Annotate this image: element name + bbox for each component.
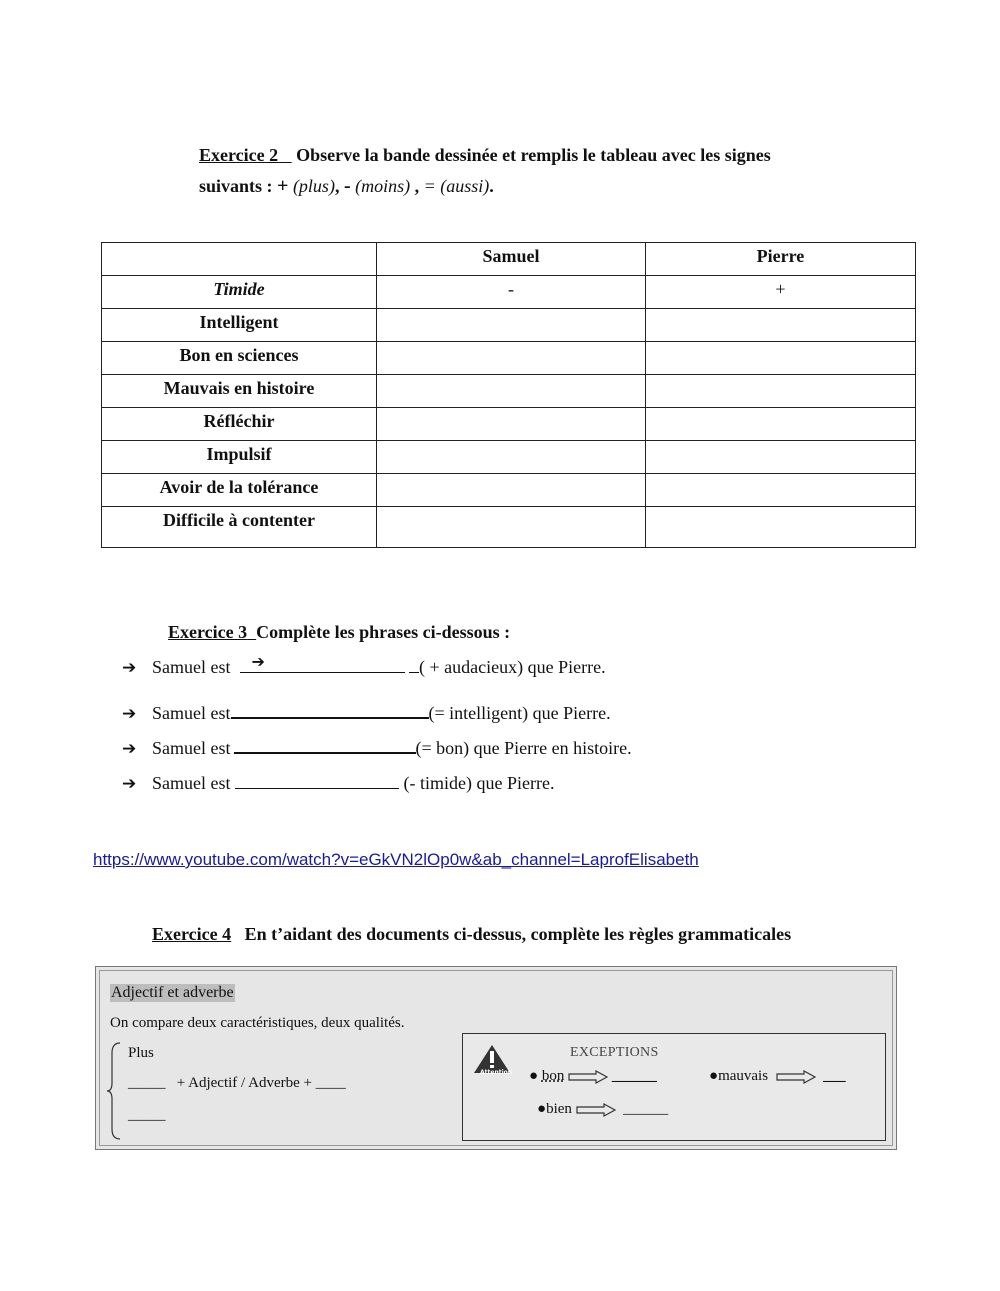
exception-word: bien (546, 1101, 572, 1117)
cell-pierre[interactable] (646, 309, 916, 342)
exceptions-title: EXCEPTIONS (570, 1045, 659, 1060)
hollow-arrow-icon (776, 1070, 816, 1084)
sentence-4 (122, 773, 554, 794)
cell-samuel[interactable] (377, 309, 646, 342)
formula-blank[interactable]: _____ (128, 1075, 166, 1091)
formula-blank-end[interactable]: ____ (315, 1075, 346, 1091)
cell-pierre[interactable] (646, 474, 916, 507)
row-label: Timide (102, 276, 377, 309)
sentence-3 (122, 738, 632, 759)
cell-samuel[interactable] (377, 507, 646, 548)
hollow-arrow-icon (568, 1070, 608, 1084)
cell-pierre[interactable] (646, 408, 916, 441)
curly-brace-icon (106, 1041, 122, 1141)
cursor-arrow-icon: ➔ (251, 652, 265, 671)
arrow-right-icon: ➔ (122, 774, 137, 794)
exercise3-text: Complète les phrases ci-dessous : (256, 622, 511, 642)
exception-blank[interactable]: ______ (611, 1068, 657, 1084)
rule-description: On compare deux caractéristiques, deux qualités. (110, 1015, 405, 1031)
exercise4-text: En t’aidant des documents ci-dessus, complète les règles grammaticales (244, 924, 792, 944)
exercise3-instruction (168, 622, 510, 643)
sentence-start: Samuel est (152, 703, 231, 723)
answer-blank[interactable] (235, 774, 399, 789)
rule-title: Adjectif et adverbe (111, 984, 234, 1001)
cell-samuel[interactable] (377, 441, 646, 474)
table-row (102, 375, 916, 408)
cell-pierre[interactable] (646, 375, 916, 408)
exception-item-bien (537, 1101, 668, 1118)
warning-label: Attention (480, 1069, 513, 1076)
bullet-icon: ● (529, 1068, 539, 1084)
exercise4-label: Exercice 4 (152, 924, 232, 944)
cell-pierre[interactable]: + (646, 276, 916, 309)
sentence-hint: ( + audacieux) que Pierre. (419, 657, 606, 677)
sentence-hint: (= bon) que Pierre en histoire. (415, 738, 632, 758)
cell-pierre[interactable] (646, 441, 916, 474)
exercise2-label: Exercice 2 (199, 145, 279, 165)
warning-sign (473, 1044, 511, 1079)
minus-word: (moins) (355, 176, 411, 196)
answer-blank[interactable] (240, 652, 405, 673)
cell-samuel[interactable] (377, 408, 646, 441)
table-header-pierre: Pierre (646, 243, 916, 276)
cell-pierre[interactable] (646, 507, 916, 548)
cell-samuel[interactable] (377, 474, 646, 507)
cell-samuel[interactable] (377, 375, 646, 408)
sentence-hint: (= intelligent) que Pierre. (428, 703, 611, 723)
row-label: Réfléchir (102, 408, 377, 441)
bullet-icon: ● (709, 1068, 719, 1084)
equal-word: (aussi) (440, 176, 490, 196)
sentence-start: Samuel est (152, 738, 231, 758)
row-label: Intelligent (102, 309, 377, 342)
exception-item-bon (529, 1068, 657, 1085)
plus-word: (plus) (292, 176, 335, 196)
cell-samuel[interactable] (377, 342, 646, 375)
arrow-right-icon: ➔ (122, 658, 137, 678)
table-row (102, 441, 916, 474)
exercise2-line1: Observe la bande dessinée et remplis le tableau avec les signes (296, 145, 771, 165)
table-row (102, 474, 916, 507)
table-header-row (102, 243, 916, 276)
exception-item-mauvais (709, 1068, 846, 1085)
exception-word: mauvais (718, 1068, 769, 1084)
table-row (102, 408, 916, 441)
table-row (102, 342, 916, 375)
hollow-arrow-icon (576, 1103, 616, 1117)
minus-sign: - (343, 175, 351, 197)
exercise3-label: Exercice 3 (168, 622, 248, 642)
answer-blank[interactable] (234, 738, 416, 754)
table-header-empty (102, 243, 377, 276)
sentence-start: Samuel est (152, 657, 231, 677)
sentence-hint: (- timide) que Pierre. (403, 773, 555, 793)
row-label: Bon en sciences (102, 342, 377, 375)
youtube-link[interactable]: https://www.youtube.com/watch?v=eGkVN2lOp0w&ab_channel=LaprofElisabeth (93, 850, 699, 869)
separator: , (334, 176, 340, 196)
row-label: Mauvais en histoire (102, 375, 377, 408)
rule-formula (128, 1075, 346, 1092)
rule-plus: Plus (128, 1045, 154, 1061)
exception-word: bon (541, 1068, 565, 1084)
rule-blank[interactable]: _____ (128, 1107, 166, 1123)
grammar-rule-box (95, 966, 897, 1150)
bullet-icon: ● (537, 1101, 547, 1117)
exceptions-box (462, 1033, 886, 1141)
exercise2-instruction (199, 140, 859, 202)
answer-blank[interactable] (231, 703, 429, 719)
row-label: Impulsif (102, 441, 377, 474)
equal-sign: = (423, 176, 436, 196)
arrow-right-icon: ➔ (122, 704, 137, 724)
exercise4-instruction (152, 924, 791, 945)
arrow-right-icon: ➔ (122, 739, 137, 759)
row-label: Difficile à contenter (102, 507, 377, 548)
comparison-table (101, 242, 916, 548)
sentence-start: Samuel est (152, 773, 231, 793)
sentence-1 (122, 652, 606, 678)
cell-pierre[interactable] (646, 342, 916, 375)
exception-blank[interactable]: ___ (823, 1068, 846, 1084)
table-row (102, 507, 916, 548)
table-row (102, 309, 916, 342)
plus-sign: + (277, 175, 289, 197)
sentence-2 (122, 703, 611, 724)
period: . (489, 176, 494, 196)
cell-samuel[interactable]: - (377, 276, 646, 309)
table-header-samuel: Samuel (377, 243, 646, 276)
row-label: Avoir de la tolérance (102, 474, 377, 507)
exception-blank[interactable]: ______ (623, 1101, 669, 1117)
formula-text: + Adjectif / Adverbe + (176, 1075, 312, 1091)
blank-tail (409, 658, 419, 673)
separator: , (414, 176, 420, 196)
table-row (102, 276, 916, 309)
exercise2-prefix: suivants : (199, 176, 273, 196)
